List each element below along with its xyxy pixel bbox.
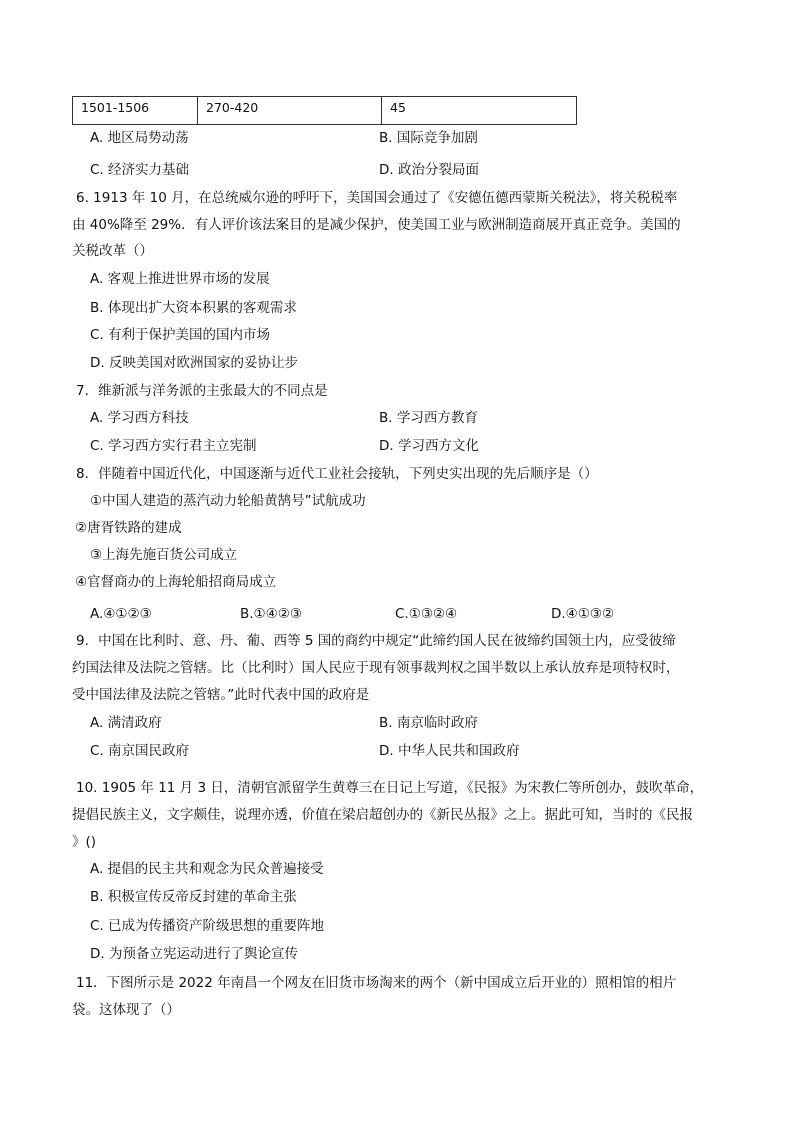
- q10-stem-line3: 》(): [72, 834, 97, 850]
- table-cell: 1501-1506: [73, 97, 198, 125]
- q10-stem-line2: 提倡民族主义，文字颇佳，说理亦透，价值在梁启超创办的《新民丛报》之上。据此可知，当时的《民报: [72, 807, 693, 823]
- q10-option-a: A. 提倡的民主共和观念为民众普遍接受: [90, 861, 324, 877]
- q7-option-c: C. 学习西方实行君主立宪制: [90, 438, 257, 454]
- q10-option-c: C. 已成为传播资产阶级思想的重要阵地: [90, 918, 325, 934]
- q10-option-b: B. 积极宣传反帝反封建的革命主张: [90, 889, 297, 905]
- q6-option-b: B. 体现出扩大资本积累的客观需求: [90, 300, 297, 316]
- q9-stem-line3: 受中国法律及法院之管辖。”此时代表中国的政府是: [72, 687, 370, 703]
- q5-option-a: A. 地区局势动荡: [90, 130, 189, 146]
- q8-item-2: ②唐胥铁路的建成: [75, 520, 182, 536]
- q6-option-a: A. 客观上推进世界市场的发展: [90, 271, 270, 287]
- q6-option-d: D. 反映美国对欧洲国家的妥协让步: [90, 355, 298, 371]
- q6-stem-line3: 关税改革（）: [72, 243, 153, 259]
- q11-stem-line1: 11．下图所示是 2022 年南昌一个网友在旧货市场淘来的两个（新中国成立后开业的）照相馆的相片: [76, 975, 677, 991]
- q9-stem-line2: 约国法律及法院之管辖。比（比利时）国人民应于现有领事裁判权之国半数以上承认放弃是项特权时，: [72, 660, 680, 676]
- q9-option-a: A. 满清政府: [90, 715, 162, 731]
- q8-item-4: ④官督商办的上海轮船招商局成立: [75, 574, 277, 590]
- q8-option-d: D.④①③②: [551, 606, 615, 622]
- q8-stem: 8．伴随着中国近代化，中国逐渐与近代工业社会接轨，下列史实出现的先后顺序是（）: [76, 466, 598, 482]
- table-row: [73, 97, 577, 125]
- data-table: [72, 96, 577, 125]
- table-cell: 45: [382, 97, 577, 125]
- q9-stem-line1: 9．中国在比利时、意、丹、葡、西等 5 国的商约中规定“此缔约国人民在彼缔约国领土内，应受彼缔: [76, 633, 676, 649]
- q8-option-b: B.①④②③: [240, 606, 302, 622]
- q6-stem-line2: 由 40%降至 29%．有人评价该法案目的是减少保护，使美国工业与欧洲制造商展开真正竞争。美国的: [72, 217, 681, 233]
- table-cell: 270-420: [198, 97, 382, 125]
- q7-option-b: B. 学习西方教育: [379, 410, 478, 426]
- q8-option-c: C.①③②④: [395, 606, 458, 622]
- q6-option-c: C. 有利于保护美国的国内市场: [90, 327, 271, 343]
- q9-option-c: C. 南京国民政府: [90, 743, 190, 759]
- q9-option-d: D. 中华人民共和国政府: [379, 743, 520, 759]
- q10-option-d: D. 为预备立宪运动进行了舆论宣传: [90, 946, 298, 962]
- q11-stem-line2: 袋。这体现了（）: [72, 1002, 180, 1018]
- q7-option-d: D. 学习西方文化: [379, 438, 479, 454]
- q7-stem: 7．维新派与洋务派的主张最大的不同点是: [76, 383, 328, 399]
- q6-stem-line1: 6. 1913 年 10 月，在总统威尔逊的呼吁下，美国国会通过了《安德伍德西蒙斯关税法》，将关税税率: [76, 190, 678, 206]
- q7-option-a: A. 学习西方科技: [90, 410, 189, 426]
- q10-stem-line1: 10. 1905 年 11 月 3 日，清朝官派留学生黄尊三在日记上写道，《民报》为宋教仁等所创办，鼓吹革命，: [76, 780, 704, 796]
- q5-option-d: D. 政治分裂局面: [379, 162, 479, 178]
- q8-item-3: ③上海先施百货公司成立: [90, 547, 238, 563]
- q8-option-a: A.④①②③: [90, 606, 152, 622]
- q9-option-b: B. 南京临时政府: [379, 715, 478, 731]
- q5-option-b: B. 国际竞争加剧: [379, 130, 478, 146]
- q8-item-1: ①中国人建造的蒸汽动力轮船黄鹄号”试航成功: [90, 493, 366, 509]
- q5-option-c: C. 经济实力基础: [90, 162, 190, 178]
